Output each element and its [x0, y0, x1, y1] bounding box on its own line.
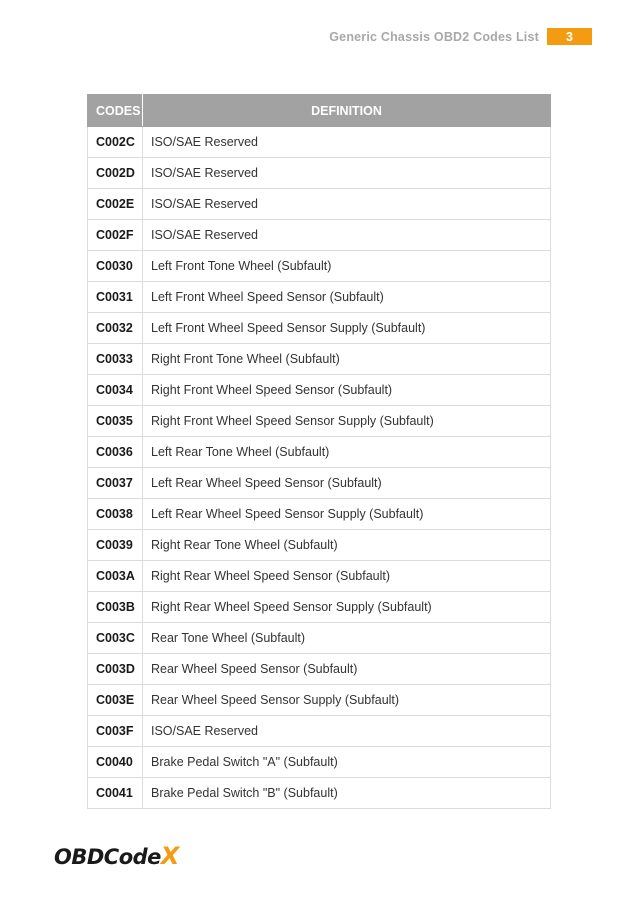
page-number-badge: 3 — [547, 28, 592, 45]
code-cell: C0039 — [88, 530, 143, 561]
definition-cell: ISO/SAE Reserved — [143, 220, 551, 251]
definition-cell: Rear Wheel Speed Sensor (Subfault) — [143, 654, 551, 685]
definition-cell: Rear Wheel Speed Sensor Supply (Subfault) — [143, 685, 551, 716]
code-cell: C0040 — [88, 747, 143, 778]
code-cell: C002E — [88, 189, 143, 220]
table-row — [88, 592, 551, 623]
code-cell: C003F — [88, 716, 143, 747]
code-cell: C003B — [88, 592, 143, 623]
code-cell: C0038 — [88, 499, 143, 530]
table-row — [88, 189, 551, 220]
definition-cell: Left Front Wheel Speed Sensor Supply (Subfault) — [143, 313, 551, 344]
code-cell: C0033 — [88, 344, 143, 375]
table-row — [88, 747, 551, 778]
code-cell: C003C — [88, 623, 143, 654]
obdcodex-logo — [54, 842, 179, 870]
table-row — [88, 282, 551, 313]
code-cell: C003D — [88, 654, 143, 685]
definition-cell: Right Front Wheel Speed Sensor Supply (Subfault) — [143, 406, 551, 437]
table-row — [88, 251, 551, 282]
definition-cell: Left Rear Wheel Speed Sensor Supply (Subfault) — [143, 499, 551, 530]
definition-cell: ISO/SAE Reserved — [143, 127, 551, 158]
table-row — [88, 530, 551, 561]
definition-cell: Left Rear Tone Wheel (Subfault) — [143, 437, 551, 468]
definition-cell: Left Rear Wheel Speed Sensor (Subfault) — [143, 468, 551, 499]
code-cell: C0034 — [88, 375, 143, 406]
definition-cell: Right Front Tone Wheel (Subfault) — [143, 344, 551, 375]
table-row — [88, 716, 551, 747]
definition-cell: ISO/SAE Reserved — [143, 189, 551, 220]
page-header — [329, 28, 592, 45]
definition-cell: Rear Tone Wheel (Subfault) — [143, 623, 551, 654]
code-cell: C0031 — [88, 282, 143, 313]
definition-cell: Brake Pedal Switch "A" (Subfault) — [143, 747, 551, 778]
table-row — [88, 623, 551, 654]
codes-table — [87, 94, 551, 809]
code-cell: C0030 — [88, 251, 143, 282]
definition-cell: ISO/SAE Reserved — [143, 716, 551, 747]
code-cell: C0032 — [88, 313, 143, 344]
table-row — [88, 127, 551, 158]
logo-accent-text: X — [160, 842, 179, 870]
definition-cell: Right Rear Tone Wheel (Subfault) — [143, 530, 551, 561]
codes-table-body — [88, 127, 551, 809]
document-title: Generic Chassis OBD2 Codes List — [329, 29, 539, 44]
definition-cell: Left Front Wheel Speed Sensor (Subfault) — [143, 282, 551, 313]
table-row — [88, 685, 551, 716]
table-row — [88, 654, 551, 685]
logo-main-text: OBDCode — [54, 845, 161, 869]
table-row — [88, 313, 551, 344]
table-row — [88, 499, 551, 530]
table-row — [88, 468, 551, 499]
code-cell: C0035 — [88, 406, 143, 437]
column-header-codes: CODES — [88, 95, 143, 127]
definition-cell: Right Rear Wheel Speed Sensor (Subfault) — [143, 561, 551, 592]
code-cell: C002C — [88, 127, 143, 158]
table-row — [88, 375, 551, 406]
code-cell: C003E — [88, 685, 143, 716]
table-header-row — [88, 95, 551, 127]
code-cell: C002D — [88, 158, 143, 189]
table-row — [88, 406, 551, 437]
code-cell: C003A — [88, 561, 143, 592]
code-cell: C0037 — [88, 468, 143, 499]
table-row — [88, 344, 551, 375]
code-cell: C0036 — [88, 437, 143, 468]
table-row — [88, 778, 551, 809]
table-row — [88, 437, 551, 468]
table-row — [88, 158, 551, 189]
table-row — [88, 220, 551, 251]
definition-cell: Left Front Tone Wheel (Subfault) — [143, 251, 551, 282]
definition-cell: Right Front Wheel Speed Sensor (Subfault) — [143, 375, 551, 406]
definition-cell: Right Rear Wheel Speed Sensor Supply (Subfault) — [143, 592, 551, 623]
code-cell: C002F — [88, 220, 143, 251]
definition-cell: ISO/SAE Reserved — [143, 158, 551, 189]
table-row — [88, 561, 551, 592]
code-cell: C0041 — [88, 778, 143, 809]
definition-cell: Brake Pedal Switch "B" (Subfault) — [143, 778, 551, 809]
column-header-definition: DEFINITION — [143, 95, 551, 127]
